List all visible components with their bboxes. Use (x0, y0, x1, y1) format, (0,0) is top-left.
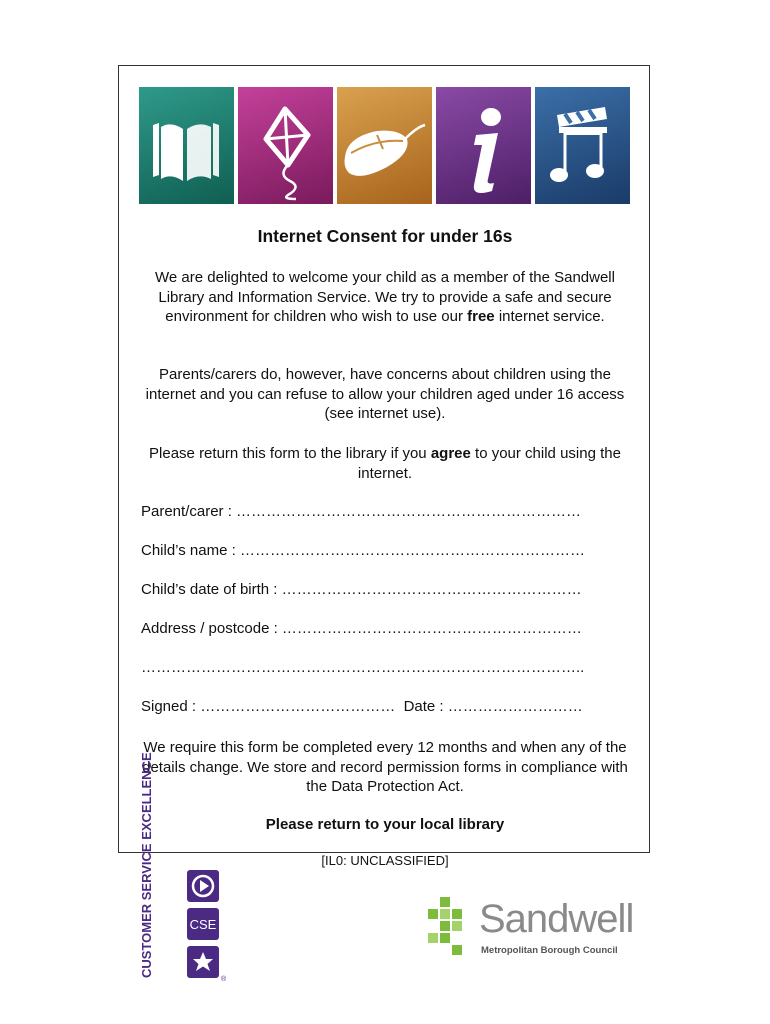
form-title: Internet Consent for under 16s (257, 226, 513, 246)
cse-badge-text: CSE (189, 917, 217, 932)
address-line-2[interactable]: …………………………………………………………………………….. (141, 659, 585, 676)
closing-note: Please return to your local library (265, 816, 505, 833)
info-icon (436, 87, 531, 204)
kite-tile (238, 87, 333, 204)
signed-label: Signed : (141, 698, 197, 715)
intro-text-end: internet service. (494, 308, 605, 325)
date-label: Date : (403, 698, 444, 715)
return-bold: agree (430, 445, 471, 462)
signature-row[interactable] (141, 698, 583, 715)
parent-carer-line[interactable]: …………………………………………………………… (236, 503, 582, 520)
date-line[interactable]: ……………………… (447, 698, 583, 715)
info-tile (436, 87, 531, 204)
child-name-field[interactable] (141, 542, 585, 559)
return-text: Please return this form to the library if you (149, 445, 431, 462)
address-field[interactable] (141, 620, 582, 637)
concerns-paragraph: Parents/carers do, however, have concerns about children using the internet and you can refuse to allow your children aged under 16 access (see internet use). (145, 366, 625, 422)
consent-form (118, 65, 650, 853)
signed-line[interactable]: ………………………………… (200, 698, 396, 715)
cse-logo (135, 752, 235, 983)
mouse-tile (337, 87, 432, 204)
return-text-end: to your child using the internet. (357, 445, 621, 482)
parent-carer-field[interactable] (141, 503, 581, 520)
cse-logo-graphic (135, 752, 235, 983)
return-paragraph (133, 444, 637, 483)
intro-text: We are delighted to welcome your child as a member of the Sandwell Library and Information Service. We try to provide a safe and secure environment for children who wish to use our (155, 269, 615, 325)
child-dob-line[interactable]: …………………………………………………… (281, 581, 582, 598)
service-tiles (139, 87, 631, 204)
book-tile (139, 87, 234, 204)
cse-vertical-text: CUSTOMER SERVICE EXCELLENCE (139, 752, 154, 978)
intro-bold: free (467, 308, 495, 325)
kite-icon (238, 87, 333, 204)
address-label: Address / postcode : (141, 620, 278, 637)
child-dob-label: Child’s date of birth : (141, 581, 278, 598)
child-name-label: Child’s name : (141, 542, 236, 559)
renewal-paragraph: We require this form be completed every 12 months and when any of the details change. We store and record permission forms in compliance with the Data Protection Act. (142, 739, 628, 795)
music-tile (535, 87, 630, 204)
classification-label: [IL0: UNCLASSIFIED] (321, 853, 449, 868)
music-icon (535, 87, 630, 204)
sandwell-logo (424, 895, 654, 960)
parent-carer-label: Parent/carer : (141, 503, 232, 520)
book-icon (139, 87, 234, 204)
sandwell-subtitle: Metropolitan Borough Council (481, 945, 618, 956)
address-line[interactable]: …………………………………………………… (281, 620, 582, 637)
child-name-line[interactable]: …………………………………………………………… (239, 542, 585, 559)
sandwell-name: Sandwell (479, 897, 634, 941)
sandwell-squares-icon (424, 895, 474, 960)
registered-mark: ® (221, 976, 227, 983)
child-dob-field[interactable] (141, 581, 582, 598)
mouse-icon (337, 87, 432, 204)
intro-paragraph (133, 268, 637, 327)
